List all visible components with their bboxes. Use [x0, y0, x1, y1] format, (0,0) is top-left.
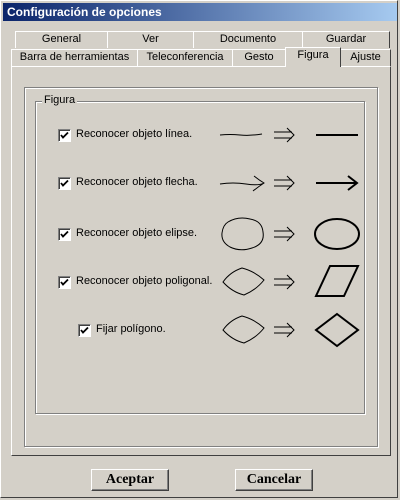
option-label: Reconocer objeto línea.: [76, 128, 193, 140]
implies-arrow-icon: [272, 272, 298, 292]
check-icon: [80, 326, 89, 335]
checkbox-poligonal[interactable]: [58, 276, 71, 289]
tab-ver[interactable]: [107, 31, 194, 48]
tab-ajuste[interactable]: [340, 49, 391, 66]
tab-teleconferencia[interactable]: [137, 49, 233, 66]
option-label: Reconocer objeto flecha.: [76, 176, 198, 188]
rough-arrow-icon: [218, 168, 268, 198]
cancel-button[interactable]: [235, 469, 313, 491]
check-icon: [60, 179, 69, 188]
option-label: Reconocer objeto elipse.: [76, 227, 198, 239]
tab-label: Ver: [142, 33, 159, 45]
check-icon: [60, 131, 69, 140]
option-row: [36, 214, 366, 254]
option-row: [36, 310, 366, 350]
tab-general[interactable]: [15, 31, 108, 48]
tab-label: General: [41, 33, 82, 45]
figura-group: [35, 94, 365, 414]
option-label: Reconocer objeto poligonal.: [76, 275, 213, 287]
cancel-button-label: Cancelar: [246, 472, 302, 487]
rough-line-icon: [218, 120, 268, 150]
checkbox-flecha[interactable]: [58, 177, 71, 190]
rough-polygon-icon: [218, 310, 268, 350]
implies-arrow-icon: [272, 173, 298, 193]
arrow-icon: [312, 168, 362, 198]
implies-arrow-icon: [272, 125, 298, 145]
tab-documento[interactable]: [193, 31, 303, 48]
rough-blob-icon: [218, 214, 268, 254]
implies-arrow-icon: [272, 320, 298, 340]
tab-panel: [11, 66, 391, 456]
window-title: Configuración de opciones: [7, 5, 162, 19]
rough-polygon-icon: [218, 262, 268, 302]
tab-label: Ajuste: [350, 51, 381, 63]
parallelogram-icon: [312, 262, 362, 302]
group-label: Figura: [44, 94, 76, 106]
check-icon: [60, 278, 69, 287]
implies-arrow-icon: [272, 224, 298, 244]
tab-label: Teleconferencia: [146, 51, 224, 63]
checkbox-linea[interactable]: [58, 129, 71, 142]
tab-label: Guardar: [325, 33, 367, 45]
option-row: [36, 168, 366, 198]
tab-label: Documento: [219, 33, 277, 45]
tab-barra-de-herramientas[interactable]: [11, 49, 138, 66]
ellipse-icon: [312, 214, 362, 254]
tab-gesto[interactable]: [232, 49, 286, 66]
title-bar[interactable]: [3, 3, 397, 21]
ok-button-label: Aceptar: [105, 472, 155, 487]
tab-label: Barra de herramientas: [19, 51, 130, 63]
diamond-icon: [312, 310, 362, 350]
tab-guardar[interactable]: [302, 31, 390, 48]
checkbox-elipse[interactable]: [58, 228, 71, 241]
straight-line-icon: [312, 120, 362, 150]
tab-label: Gesto: [244, 51, 274, 63]
option-row: [36, 120, 366, 150]
check-icon: [60, 230, 69, 239]
content-frame: [24, 87, 378, 447]
option-row: [36, 262, 366, 302]
tab-label: Figura: [297, 49, 329, 61]
option-label: Fijar polígono.: [96, 323, 166, 335]
checkbox-fijar-poligono[interactable]: [78, 324, 91, 337]
tab-figura[interactable]: [285, 47, 341, 67]
ok-button[interactable]: [91, 469, 169, 491]
